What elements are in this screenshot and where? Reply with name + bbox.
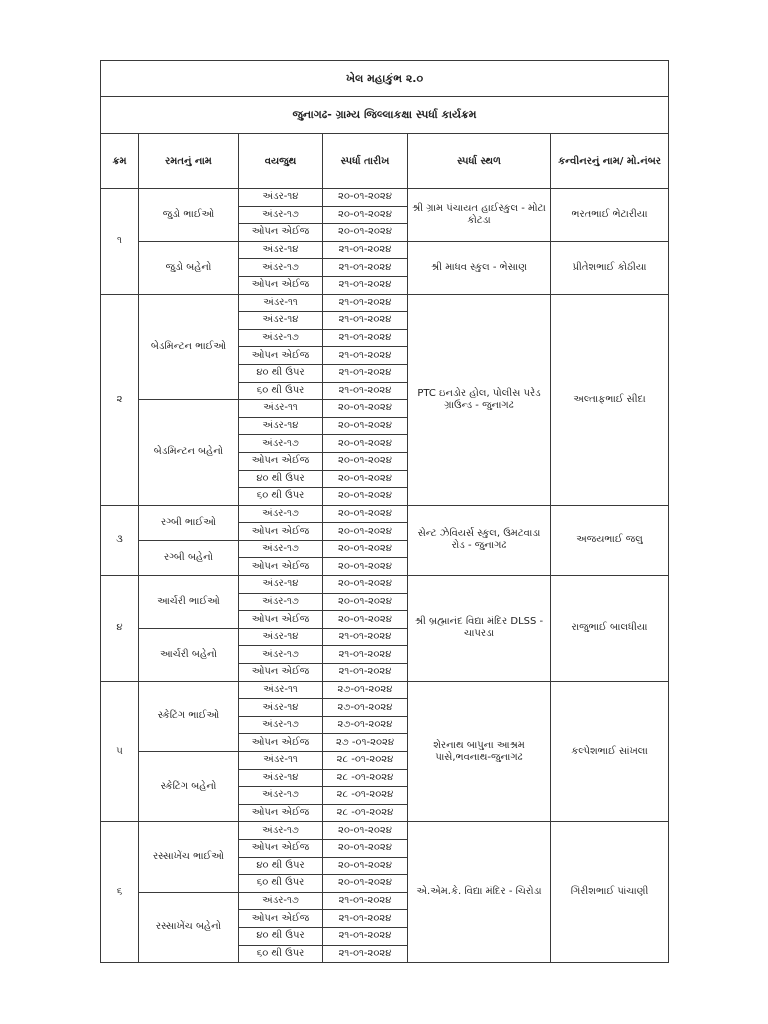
- competition-date: ૨૮ -૦૧-૨૦૨૪: [323, 752, 408, 770]
- competition-date: ૨૦-૦૧-૨૦૨૪: [323, 435, 408, 453]
- venue: શેરનાથ બાપુના આશ્રમ પાસે,ભવનાથ-જુનાગઢ: [408, 681, 551, 822]
- age-group: અંડર-૧૭: [239, 787, 323, 805]
- competition-date: ૨૦-૦૧-૨૦૨૪: [323, 540, 408, 558]
- game-name: બેડમિન્ટન ભાઈઓ: [139, 294, 239, 400]
- competition-date: ૨૦-૦૧-૨૦૨૪: [323, 505, 408, 523]
- competition-date: ૨૦-૦૧-૨૦૨૪: [323, 875, 408, 893]
- competition-date: ૨૧-૦૧-૨૦૨૪: [323, 364, 408, 382]
- game-name: સ્કેટિંગ ભાઈઓ: [139, 681, 239, 751]
- age-group: ઓપન એઈજ: [239, 558, 323, 576]
- venue: શ્રી માધવ સ્કુલ - ભેસાણ: [408, 241, 551, 294]
- game-name: આર્ચરી બહેનો: [139, 628, 239, 681]
- game-name: આર્ચરી ભાઈઓ: [139, 576, 239, 629]
- coordinator-name: અલ્તાફભાઈ સીદા: [551, 294, 669, 505]
- competition-date: ૨૦-૦૧-૨૦૨૪: [323, 452, 408, 470]
- competition-date: ૨૦-૦૧-૨૦૨૪: [323, 488, 408, 506]
- age-group: ઓપન એઈજ: [239, 910, 323, 928]
- competition-date: ૨૦-૦૧-૨૦૨૪: [323, 417, 408, 435]
- header-venue: સ્પર્ધા સ્થળ: [408, 134, 551, 189]
- age-group: અંડર-૧૪: [239, 312, 323, 330]
- competition-date: ૨૧-૦૧-૨૦૨૪: [323, 241, 408, 259]
- competition-date: ૨૦-૦૧-૨૦૨૪: [323, 206, 408, 224]
- table-row: [101, 576, 669, 594]
- competition-date: ૨૮ -૦૧-૨૦૨૪: [323, 769, 408, 787]
- age-group: અંડર-૧૪: [239, 576, 323, 594]
- age-group: ૪૦ થી ઉપર: [239, 857, 323, 875]
- table-row: [101, 505, 669, 523]
- game-name: રસ્સાખેંચ ભાઈઓ: [139, 822, 239, 892]
- competition-date: ૨૮ -૦૧-૨૦૨૪: [323, 804, 408, 822]
- age-group: અંડર-૧૪: [239, 769, 323, 787]
- venue: શ્રી ગ્રામ પંચાયત હાઈસ્કુલ - મોટા કોટડા: [408, 189, 551, 242]
- venue: PTC ઇનડોર હોલ, પોલીસ પરેડ ગ્રાઉન્ડ - જુનાગઢ: [408, 294, 551, 505]
- age-group: અંડર-૧૭: [239, 822, 323, 840]
- age-group: અંડર-૧૭: [239, 716, 323, 734]
- age-group: ઓપન એઈજ: [239, 452, 323, 470]
- serial-number: ૫: [101, 681, 139, 822]
- competition-date: ૨૦-૦૧-૨૦૨૪: [323, 611, 408, 629]
- game-name: બેડમિન્ટન બહેનો: [139, 400, 239, 506]
- serial-number: ૧: [101, 189, 139, 295]
- document-title: ખેલ મહાકુંભ ૨.૦: [101, 61, 669, 97]
- age-group: અંડર-૧૭: [239, 259, 323, 277]
- competition-date: ૨૧-૦૧-૨૦૨૪: [323, 312, 408, 330]
- age-group: ૬૦ થી ઉપર: [239, 945, 323, 963]
- age-group: ૬૦ થી ઉપર: [239, 875, 323, 893]
- competition-date: ૨૮ -૦૧-૨૦૨૪: [323, 787, 408, 805]
- age-group: અંડર-૧૪: [239, 417, 323, 435]
- header-row: [101, 134, 669, 189]
- age-group: ૪૦ થી ઉપર: [239, 470, 323, 488]
- serial-number: ૪: [101, 576, 139, 682]
- age-group: અંડર-૧૭: [239, 892, 323, 910]
- competition-date: ૨૧-૦૧-૨૦૨૪: [323, 347, 408, 365]
- competition-date: ૨૦-૦૧-૨૦૨૪: [323, 400, 408, 418]
- schedule-table: [100, 60, 669, 963]
- game-name: રગ્બી બહેનો: [139, 540, 239, 575]
- venue: શ્રી બ્રહ્માનંદ વિદ્યા મંદિર DLSS - ચાપરડા: [408, 576, 551, 682]
- age-group: અંડર-૧૭: [239, 435, 323, 453]
- age-group: અંડર-૧૪: [239, 628, 323, 646]
- age-group: અંડર-૧૭: [239, 329, 323, 347]
- header-age-group: વયજુથ: [239, 134, 323, 189]
- age-group: અંડર-૧૪: [239, 241, 323, 259]
- competition-date: ૨૦-૦૧-૨૦૨૪: [323, 224, 408, 242]
- competition-date: ૨૧-૦૧-૨૦૨૪: [323, 276, 408, 294]
- coordinator-name: અજયભાઈ જલુ: [551, 505, 669, 575]
- document-subtitle: જુનાગઢ- ગ્રામ્ય જિલ્લાકક્ષા સ્પર્ધા કાર્યક્રમ: [101, 97, 669, 134]
- table-row: [101, 822, 669, 840]
- competition-date: ૨૭-૦૧-૨૦૨૪: [323, 699, 408, 717]
- age-group: અંડર-૧૭: [239, 540, 323, 558]
- competition-date: ૨૦-૦૧-૨૦૨૪: [323, 558, 408, 576]
- table-row: [101, 294, 669, 312]
- age-group: ઓપન એઈજ: [239, 276, 323, 294]
- competition-date: ૨૧-૦૧-૨૦૨૪: [323, 664, 408, 682]
- age-group: ઓપન એઈજ: [239, 611, 323, 629]
- age-group: ઓપન એઈજ: [239, 523, 323, 541]
- age-group: ૪૦ થી ઉપર: [239, 927, 323, 945]
- age-group: અંડર-૧૭: [239, 593, 323, 611]
- table-row: [101, 189, 669, 207]
- age-group: ઓપન એઈજ: [239, 664, 323, 682]
- game-name: જુડો ભાઈઓ: [139, 189, 239, 242]
- age-group: અંડર-૧૧: [239, 681, 323, 699]
- age-group: ૬૦ થી ઉપર: [239, 382, 323, 400]
- competition-date: ૨૧-૦૧-૨૦૨૪: [323, 329, 408, 347]
- competition-date: ૨૦-૦૧-૨૦૨૪: [323, 593, 408, 611]
- coordinator-name: કલ્પેશભાઈ સાંખલા: [551, 681, 669, 822]
- competition-date: ૨૧-૦૧-૨૦૨૪: [323, 892, 408, 910]
- header-game-name: રમતનું નામ: [139, 134, 239, 189]
- competition-date: ૨૧-૦૧-૨૦૨૪: [323, 927, 408, 945]
- competition-date: ૨૧-૦૧-૨૦૨૪: [323, 259, 408, 277]
- competition-date: ૨૦-૦૧-૨૦૨૪: [323, 839, 408, 857]
- competition-date: ૨૭ -૦૧-૨૦૨૪: [323, 734, 408, 752]
- age-group: ઓપન એઈજ: [239, 347, 323, 365]
- venue: એ.એમ.કે. વિદ્યા મંદિર - ચિરોડા: [408, 822, 551, 963]
- coordinator-name: ભરતભાઈ ભેટારીયા: [551, 189, 669, 242]
- table-row: [101, 681, 669, 699]
- competition-date: ૨૭-૦૧-૨૦૨૪: [323, 681, 408, 699]
- age-group: ઓપન એઈજ: [239, 839, 323, 857]
- game-name: રગ્બી ભાઈઓ: [139, 505, 239, 540]
- competition-date: ૨૧-૦૧-૨૦૨૪: [323, 945, 408, 963]
- competition-date: ૨૦-૦૧-૨૦૨૪: [323, 822, 408, 840]
- coordinator-name: પ્રીતેશભાઈ કોઠીયા: [551, 241, 669, 294]
- age-group: અંડર-૧૧: [239, 752, 323, 770]
- venue: સેન્ટ ઝેવિયર્સ સ્કુલ, ઉમટવાડા રોડ - જુનાગઢ: [408, 505, 551, 575]
- schedule-body: [101, 189, 669, 963]
- competition-date: ૨૦-૦૧-૨૦૨૪: [323, 857, 408, 875]
- competition-date: ૨૭-૦૧-૨૦૨૪: [323, 716, 408, 734]
- age-group: અંડર-૧૪: [239, 699, 323, 717]
- subtitle-row: [101, 97, 669, 134]
- coordinator-name: રાજુભાઈ બાલધીયા: [551, 576, 669, 682]
- serial-number: ૨: [101, 294, 139, 505]
- age-group: અંડર-૧૧: [239, 400, 323, 418]
- serial-number: ૬: [101, 822, 139, 963]
- table-row: [101, 241, 669, 259]
- game-name: સ્કેટિંગ બહેનો: [139, 752, 239, 822]
- competition-date: ૨૦-૦૧-૨૦૨૪: [323, 523, 408, 541]
- age-group: અંડર-૧૭: [239, 646, 323, 664]
- coordinator-name: ગિરીશભાઈ પાંચાણી: [551, 822, 669, 963]
- game-name: જુડો બહેનો: [139, 241, 239, 294]
- competition-date: ૨૧-૦૧-૨૦૨૪: [323, 646, 408, 664]
- age-group: અંડર-૧૭: [239, 206, 323, 224]
- title-row: [101, 61, 669, 97]
- age-group: ઓપન એઈજ: [239, 734, 323, 752]
- age-group: ઓપન એઈજ: [239, 804, 323, 822]
- age-group: અંડર-૧૪: [239, 189, 323, 207]
- age-group: ૬૦ થી ઉપર: [239, 488, 323, 506]
- competition-date: ૨૦-૦૧-૨૦૨૪: [323, 189, 408, 207]
- serial-number: ૩: [101, 505, 139, 575]
- competition-date: ૨૦-૦૧-૨૦૨૪: [323, 470, 408, 488]
- age-group: અંડર-૧૧: [239, 294, 323, 312]
- header-date: સ્પર્ધા તારીખ: [323, 134, 408, 189]
- competition-date: ૨૧-૦૧-૨૦૨૪: [323, 382, 408, 400]
- game-name: રસ્સાખેંચ બહેનો: [139, 892, 239, 962]
- header-coordinator: કન્વીનરનું નામ/ મો.નંબર: [551, 134, 669, 189]
- age-group: ૪૦ થી ઉપર: [239, 364, 323, 382]
- age-group: ઓપન એઈજ: [239, 224, 323, 242]
- competition-date: ૨૧-૦૧-૨૦૨૪: [323, 910, 408, 928]
- header-serial: ક્રમ: [101, 134, 139, 189]
- competition-date: ૨૦-૦૧-૨૦૨૪: [323, 576, 408, 594]
- competition-date: ૨૧-૦૧-૨૦૨૪: [323, 294, 408, 312]
- competition-date: ૨૧-૦૧-૨૦૨૪: [323, 628, 408, 646]
- age-group: અંડર-૧૭: [239, 505, 323, 523]
